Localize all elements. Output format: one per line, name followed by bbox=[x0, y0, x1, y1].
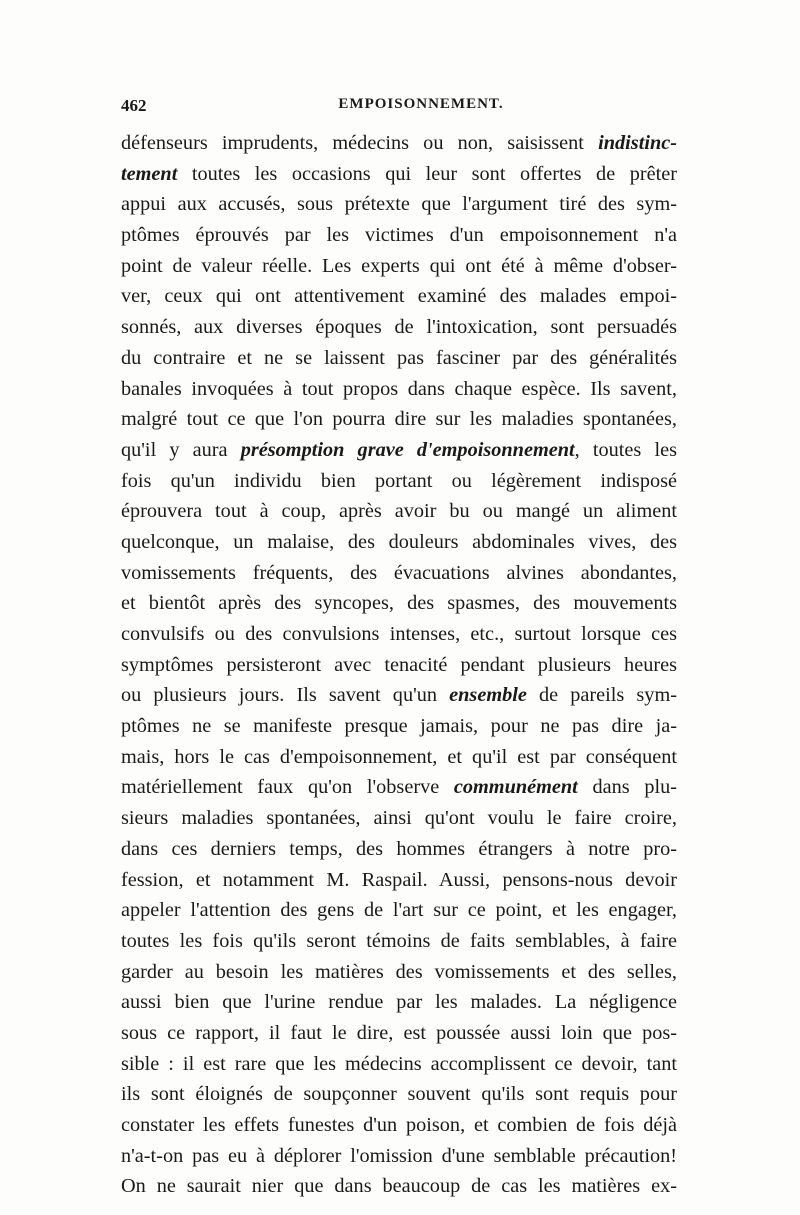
text-line bbox=[121, 1110, 677, 1141]
text-segment: qu'il y aura bbox=[121, 438, 241, 461]
text-segment: dans plu- bbox=[577, 776, 677, 799]
text-line bbox=[121, 189, 677, 220]
text-segment: sonnés, aux diverses époques de l'intoxication, sont persuadés bbox=[121, 316, 677, 339]
text-line bbox=[121, 404, 677, 435]
text-line bbox=[121, 588, 677, 619]
text-segment: du contraire et ne se laissent pas fasciner par des généralités bbox=[121, 346, 677, 369]
text-line bbox=[121, 374, 677, 405]
text-segment: éprouvera tout à coup, après avoir bu ou mangé un aliment bbox=[121, 500, 677, 523]
text-segment: convulsifs ou des convulsions intenses, etc., surtout lorsque ces bbox=[121, 623, 677, 645]
text-segment: symptômes persisteront avec tenacité pendant plusieurs heures bbox=[121, 653, 677, 676]
body-text bbox=[121, 128, 677, 1202]
text-segment: de pareils sym- bbox=[526, 684, 677, 707]
text-segment: sous ce rapport, il faut le dire, est poussée aussi loin que pos- bbox=[121, 1021, 677, 1044]
text-segment: ptômes éprouvés par les victimes d'un empoisonnement n'a bbox=[121, 224, 677, 247]
text-line bbox=[121, 772, 677, 803]
emphasized-text: communément bbox=[453, 776, 578, 799]
text-line bbox=[121, 312, 677, 343]
text-segment: toutes les occasions qui leur sont offertes de prêter bbox=[177, 162, 677, 185]
text-segment: ptômes ne se manifeste presque jamais, pour ne pas dire ja- bbox=[121, 715, 677, 738]
text-segment: malgré tout ce que l'on pourra dire sur les maladies spontanées, bbox=[121, 408, 677, 431]
text-line bbox=[121, 957, 677, 988]
text-line bbox=[121, 1171, 677, 1202]
text-line bbox=[121, 281, 677, 312]
text-line bbox=[121, 865, 677, 896]
emphasized-text: indistinc- bbox=[598, 132, 677, 154]
emphasized-text: ensemble bbox=[449, 684, 527, 707]
text-line bbox=[121, 680, 677, 711]
text-line bbox=[121, 159, 677, 190]
text-line bbox=[121, 251, 677, 282]
text-line bbox=[121, 220, 677, 251]
text-segment: garder au besoin les matières des vomissements et des selles, bbox=[121, 960, 677, 983]
text-line bbox=[121, 343, 677, 374]
text-segment: sible : il est rare que les médecins accomplissent ce devoir, tant bbox=[121, 1052, 677, 1075]
text-segment: On ne saurait nier que dans beaucoup de cas les matières ex- bbox=[121, 1175, 677, 1198]
text-segment: n'a-t-on pas eu à déplorer l'omission d'une semblable précaution! bbox=[121, 1144, 677, 1167]
text-line bbox=[121, 926, 677, 957]
text-segment: constater les effets funestes d'un poison, et combien de fois déjà bbox=[121, 1114, 677, 1136]
running-title: EMPOISONNEMENT. bbox=[338, 96, 504, 112]
text-line bbox=[121, 650, 677, 681]
text-segment: fession, et notamment M. Raspail. Aussi, pensons-nous devoir bbox=[121, 868, 677, 891]
text-line bbox=[121, 466, 677, 497]
emphasized-text: présomption grave d'empoisonnement bbox=[240, 438, 575, 461]
text-segment: appui aux accusés, sous prétexte que l'argument tiré des sym- bbox=[121, 193, 677, 216]
text-line bbox=[121, 1049, 677, 1080]
text-segment: sieurs maladies spontanées, ainsi qu'ont voulu le faire croire, bbox=[121, 807, 677, 830]
text-segment: aussi bien que l'urine rendue par les malades. La négligence bbox=[121, 991, 677, 1014]
text-line bbox=[121, 496, 677, 527]
text-line bbox=[121, 742, 677, 773]
text-segment: ou plusieurs jours. Ils savent qu'un bbox=[121, 684, 450, 707]
text-segment: quelconque, un malaise, des douleurs abdominales vives, des bbox=[121, 530, 677, 553]
text-segment: matériellement faux qu'on l'observe bbox=[121, 776, 454, 799]
text-segment: ils sont éloignés de soupçonner souvent qu'ils sont requis pour bbox=[121, 1083, 677, 1106]
text-line bbox=[121, 527, 677, 558]
text-line bbox=[121, 558, 677, 589]
text-line bbox=[121, 895, 677, 926]
text-segment: toutes les fois qu'ils seront témoins de faits semblables, à faire bbox=[121, 929, 677, 952]
text-line bbox=[121, 711, 677, 742]
text-line bbox=[121, 1079, 677, 1110]
text-segment: ver, ceux qui ont attentivement examiné des malades empoi- bbox=[121, 285, 677, 308]
text-segment: vomissements fréquents, des évacuations alvines abondantes, bbox=[121, 561, 677, 584]
text-line bbox=[121, 803, 677, 834]
running-head bbox=[121, 96, 677, 120]
page-number: 462 bbox=[121, 96, 147, 115]
text-segment: et bientôt après des syncopes, des spasmes, des mouvements bbox=[121, 592, 677, 615]
text-segment: dans ces derniers temps, des hommes étrangers à notre pro- bbox=[121, 837, 677, 860]
text-line bbox=[121, 987, 677, 1018]
text-segment: défenseurs imprudents, médecins ou non, saisissent bbox=[121, 132, 599, 154]
text-line bbox=[121, 1018, 677, 1049]
text-segment: appeler l'attention des gens de l'art sur ce point, et les engager, bbox=[121, 899, 677, 922]
text-segment: banales invoquées à tout propos dans chaque espèce. Ils savent, bbox=[121, 377, 677, 400]
text-segment: fois qu'un individu bien portant ou légèrement indisposé bbox=[121, 469, 677, 492]
text-line bbox=[121, 619, 677, 650]
text-line bbox=[121, 1141, 677, 1172]
text-line bbox=[121, 435, 677, 466]
text-segment: , toutes les bbox=[574, 438, 677, 461]
text-line bbox=[121, 834, 677, 865]
emphasized-text: tement bbox=[121, 162, 178, 185]
text-segment: mais, hors le cas d'empoisonnement, et qu'il est par conséquent bbox=[121, 745, 677, 768]
text-segment: point de valeur réelle. Les experts qui ont été à même d'obser- bbox=[121, 254, 677, 277]
text-line bbox=[121, 128, 677, 159]
